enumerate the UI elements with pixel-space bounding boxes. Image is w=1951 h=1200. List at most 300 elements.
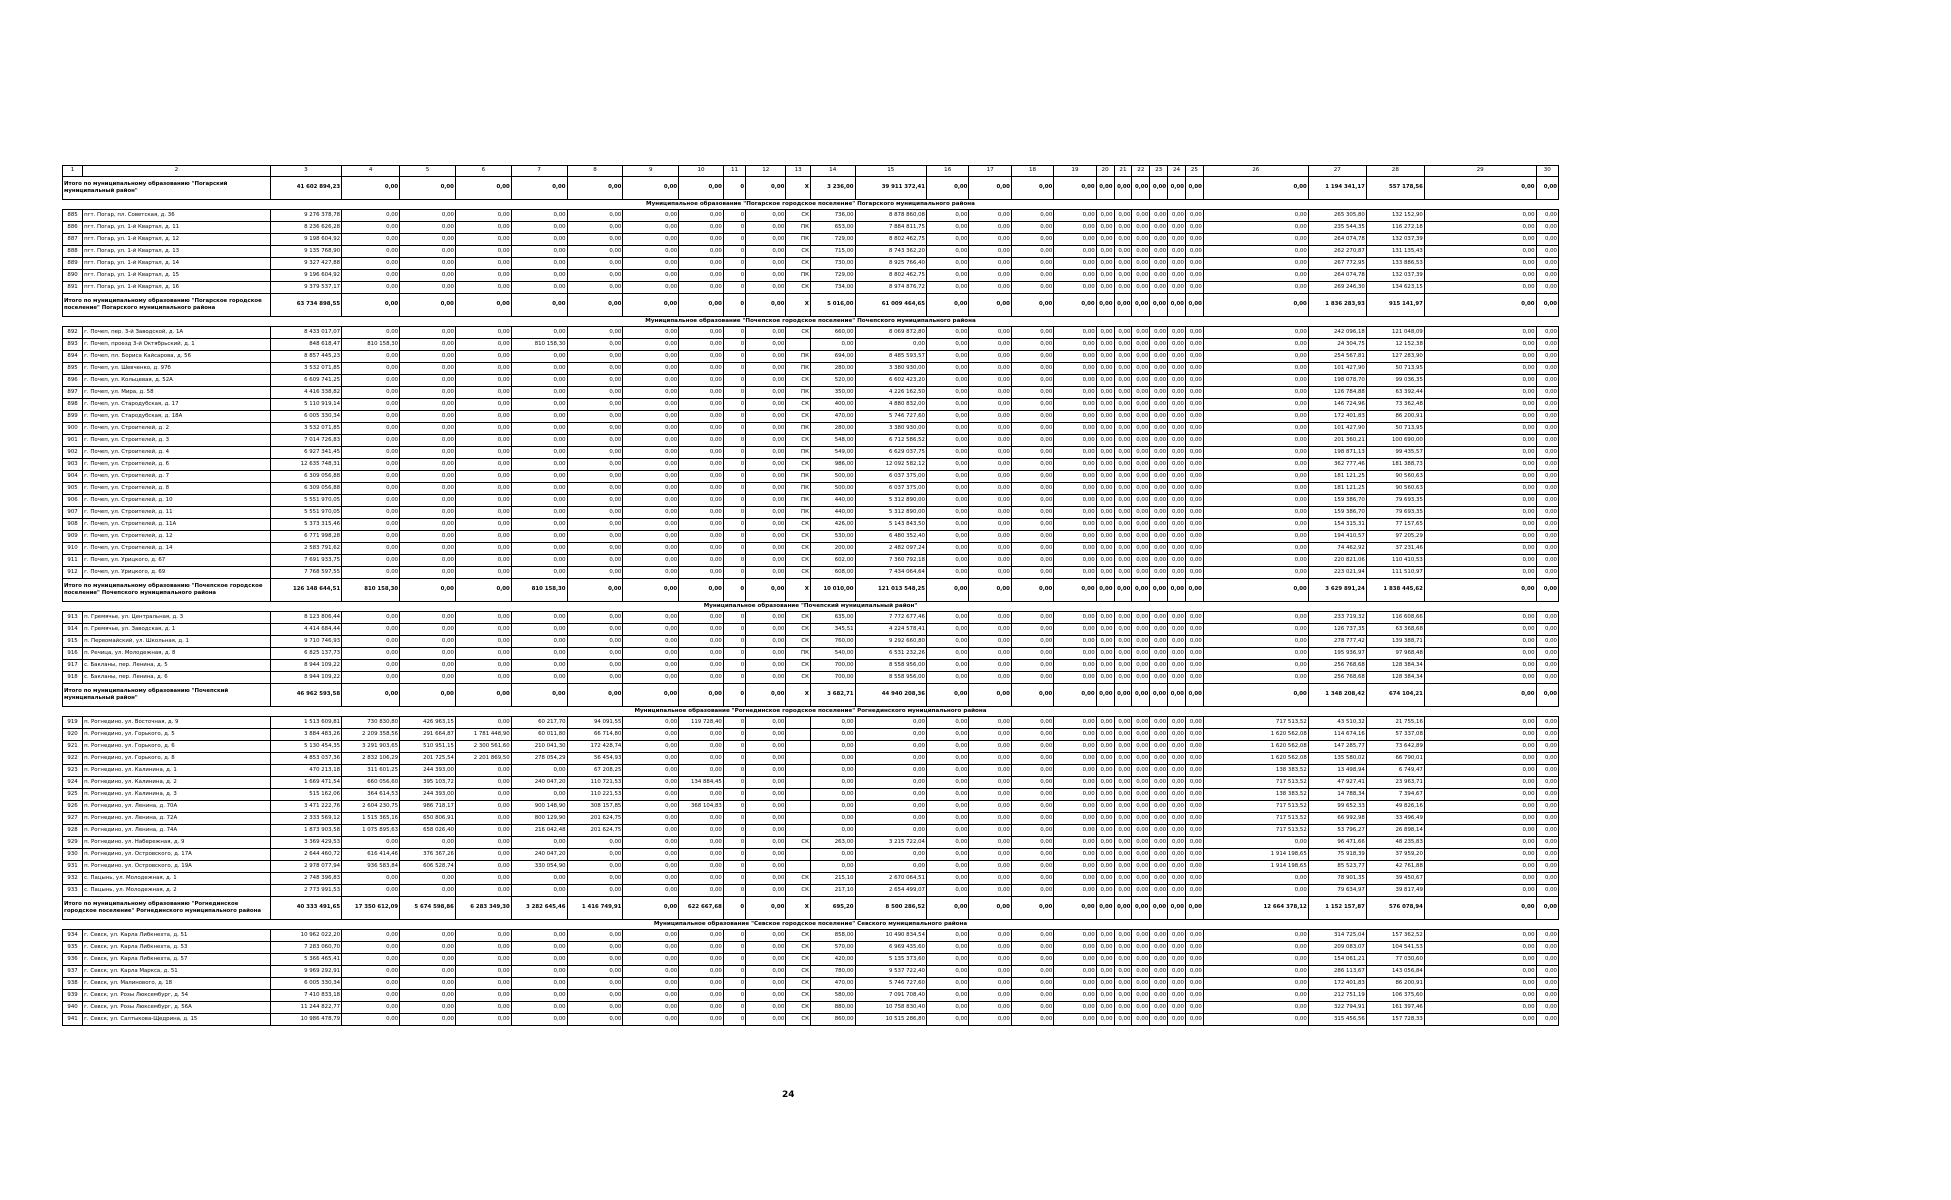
value-cell: 0,00 (1203, 258, 1308, 270)
value-cell: 85 523,77 (1308, 861, 1366, 873)
value-cell: 0,00 (679, 234, 724, 246)
value-cell: 0,00 (1203, 966, 1308, 978)
address-cell: пгт. Погар, ул. 1-й Квартал, д. 16 (83, 282, 271, 294)
value-cell: 0,00 (1150, 210, 1168, 222)
value-cell: 0,00 (927, 567, 969, 579)
value-cell: 0,00 (1150, 387, 1168, 399)
value-cell: 0 (723, 777, 745, 789)
value-cell: 0,00 (1096, 648, 1114, 660)
value-cell: 0,00 (400, 930, 456, 942)
value-cell: 0,00 (1185, 483, 1203, 495)
value-cell: 209 083,07 (1308, 942, 1366, 954)
value-cell: 0,00 (567, 636, 623, 648)
value-cell: 0,00 (623, 765, 679, 777)
subtotal-label: Итого по муниципальному образованию "Рогнединское городское поселение" Рогнединского муниципального района (63, 897, 271, 920)
value-cell: 1 669 471,54 (270, 777, 341, 789)
address-cell: г. Почеп, ул. Урицкого, д. 69 (83, 567, 271, 579)
value-cell: 0,00 (1150, 531, 1168, 543)
value-cell: 0,00 (455, 495, 511, 507)
value-cell: 264 074,78 (1308, 270, 1366, 282)
value-cell: 0,00 (400, 495, 456, 507)
value-cell: 4 853 037,36 (270, 753, 341, 765)
table-row (63, 411, 1559, 423)
address-cell: г. Почеп, ул. Строителей, д. 7 (83, 471, 271, 483)
value-cell: 0,00 (969, 753, 1011, 765)
subtotal-cell: 0,00 (1536, 897, 1558, 920)
row-number: 891 (63, 282, 83, 294)
row-number: 892 (63, 327, 83, 339)
value-cell: 0,00 (1150, 399, 1168, 411)
value-cell: 0,00 (1114, 507, 1132, 519)
value-cell: 0,00 (746, 435, 786, 447)
column-number-row (63, 166, 1559, 177)
value-cell: 0,00 (1536, 399, 1558, 411)
subtotal-cell: 0,00 (1203, 579, 1308, 602)
subtotal-cell: 0,00 (342, 294, 400, 317)
value-cell: 0 (723, 531, 745, 543)
table-row (63, 765, 1559, 777)
table-row (63, 483, 1559, 495)
value-cell: 0,00 (1011, 222, 1053, 234)
value-cell: 0,00 (567, 861, 623, 873)
value-cell: 0,00 (623, 483, 679, 495)
address-cell: г. Севск, ул. Розы Люксембург, д. 54 (83, 990, 271, 1002)
value-cell: 0,00 (1054, 495, 1096, 507)
value-cell: 0,00 (400, 555, 456, 567)
value-cell: 0,00 (679, 990, 724, 1002)
row-number: 897 (63, 387, 83, 399)
value-cell: 0,00 (927, 387, 969, 399)
subtotal-cell: 0,00 (1168, 579, 1186, 602)
value-cell: 0,00 (1011, 648, 1053, 660)
column-header: 20 (1096, 166, 1114, 177)
value-cell: 0,00 (679, 282, 724, 294)
value-cell: 0,00 (1096, 954, 1114, 966)
value-cell: 0,00 (511, 447, 567, 459)
value-cell: 198 078,70 (1308, 375, 1366, 387)
value-cell: 0,00 (1424, 717, 1536, 729)
value-cell: 520,00 (810, 375, 855, 387)
value-cell: СК (786, 990, 811, 1002)
value-cell: 0,00 (1168, 849, 1186, 861)
value-cell: 0,00 (400, 363, 456, 375)
value-cell: 0,00 (511, 672, 567, 684)
value-cell: 1 873 903,58 (270, 825, 341, 837)
value-cell: 0,00 (1424, 624, 1536, 636)
row-number: 936 (63, 954, 83, 966)
value-cell: 0,00 (455, 966, 511, 978)
value-cell: 0,00 (342, 873, 400, 885)
value-cell: 0,00 (1132, 1002, 1150, 1014)
value-cell: 0 (723, 471, 745, 483)
value-cell: 0,00 (810, 753, 855, 765)
value-cell: 4 224 578,41 (855, 624, 926, 636)
value-cell: 0,00 (746, 375, 786, 387)
subtotal-cell: 0,00 (1114, 897, 1132, 920)
value-cell: 0,00 (1054, 861, 1096, 873)
value-cell: 0,00 (1185, 234, 1203, 246)
value-cell: 0 (723, 459, 745, 471)
value-cell: СК (786, 954, 811, 966)
value-cell: ПК (786, 234, 811, 246)
value-cell: 0,00 (679, 729, 724, 741)
value-cell: 0,00 (623, 258, 679, 270)
value-cell: 264 074,78 (1308, 234, 1366, 246)
value-cell: 0,00 (1168, 873, 1186, 885)
subtotal-label: Итого по муниципальному образованию "Погарский муниципальный район" (63, 177, 271, 200)
value-cell: 0,00 (855, 717, 926, 729)
value-cell: 0,00 (1054, 411, 1096, 423)
value-cell: 0,00 (567, 282, 623, 294)
value-cell: 9 196 604,92 (270, 270, 341, 282)
value-cell: 0,00 (746, 636, 786, 648)
value-cell: 736,00 (810, 210, 855, 222)
value-cell: 5 746 727,60 (855, 411, 926, 423)
value-cell: 0,00 (511, 543, 567, 555)
value-cell: 0,00 (455, 555, 511, 567)
subtotal-cell: 1 348 208,42 (1308, 684, 1366, 707)
value-cell: 0,00 (1424, 375, 1536, 387)
value-cell: 0,00 (567, 363, 623, 375)
value-cell: 0,00 (567, 567, 623, 579)
value-cell: 0,00 (1168, 861, 1186, 873)
value-cell: 0,00 (1185, 495, 1203, 507)
value-cell: 0,00 (927, 222, 969, 234)
value-cell: 244 393,00 (400, 765, 456, 777)
value-cell (786, 753, 811, 765)
value-cell: 0,00 (1054, 327, 1096, 339)
value-cell: 0,00 (1203, 954, 1308, 966)
value-cell: 0,00 (1011, 375, 1053, 387)
value-cell: 6 712 586,52 (855, 435, 926, 447)
row-number: 890 (63, 270, 83, 282)
value-cell: 94 091,55 (567, 717, 623, 729)
value-cell: 0,00 (855, 741, 926, 753)
subtotal-row (63, 177, 1559, 200)
value-cell: 0,00 (1011, 837, 1053, 849)
subtotal-cell: X (786, 579, 811, 602)
value-cell: 0,00 (1096, 270, 1114, 282)
value-cell: 0,00 (746, 387, 786, 399)
subtotal-cell: 0,00 (969, 897, 1011, 920)
value-cell: 0,00 (1054, 447, 1096, 459)
value-cell: 200,00 (810, 543, 855, 555)
value-cell: ПК (786, 363, 811, 375)
value-cell: 0,00 (567, 978, 623, 990)
row-number: 917 (63, 660, 83, 672)
value-cell: 0,00 (1096, 282, 1114, 294)
value-cell: 0,00 (1536, 765, 1558, 777)
value-cell: 0,00 (679, 483, 724, 495)
value-cell: 322 794,91 (1308, 1002, 1366, 1014)
value-cell: 0,00 (927, 672, 969, 684)
value-cell: 0,00 (679, 270, 724, 282)
value-cell: 0,00 (1536, 729, 1558, 741)
value-cell: 0,00 (679, 753, 724, 765)
address-cell: п. Рогнедино, ул. Калинина, д. 3 (83, 789, 271, 801)
value-cell: 0,00 (455, 837, 511, 849)
value-cell: 0,00 (1150, 753, 1168, 765)
value-cell: 6 927 341,45 (270, 447, 341, 459)
value-cell: 0,00 (1096, 801, 1114, 813)
value-cell: 0,00 (1203, 624, 1308, 636)
value-cell: 0,00 (746, 447, 786, 459)
value-cell: 0,00 (1096, 660, 1114, 672)
address-cell: г. Севск, ул. Карла Маркса, д. 51 (83, 966, 271, 978)
value-cell: 0,00 (1168, 825, 1186, 837)
value-cell (786, 717, 811, 729)
value-cell: 0,00 (1132, 813, 1150, 825)
value-cell: 0,00 (1054, 1014, 1096, 1026)
subtotal-cell: 0,00 (1185, 294, 1203, 317)
subtotal-cell: 61 009 464,65 (855, 294, 926, 317)
address-cell: г. Почеп, ул. Стародубская, д. 18А (83, 411, 271, 423)
value-cell: 0,00 (1536, 753, 1558, 765)
value-cell: СК (786, 873, 811, 885)
row-number: 898 (63, 399, 83, 411)
table-row (63, 837, 1559, 849)
value-cell: 0,00 (1150, 411, 1168, 423)
value-cell: 0 (723, 648, 745, 660)
value-cell: 0,00 (855, 801, 926, 813)
subtotal-cell: 0,00 (1150, 177, 1168, 200)
value-cell: 0,00 (969, 978, 1011, 990)
value-cell: 0,00 (1424, 942, 1536, 954)
value-cell: 0,00 (511, 435, 567, 447)
value-cell: 0,00 (1114, 861, 1132, 873)
value-cell: 0,00 (400, 411, 456, 423)
subtotal-cell: 10 010,00 (810, 579, 855, 602)
table-row (63, 555, 1559, 567)
value-cell: 0,00 (1203, 363, 1308, 375)
value-cell: ПК (786, 423, 811, 435)
value-cell: 0,00 (455, 447, 511, 459)
value-cell: ПК (786, 483, 811, 495)
value-cell: 0,00 (567, 1002, 623, 1014)
value-cell: 0,00 (1096, 612, 1114, 624)
value-cell: 0,00 (1114, 282, 1132, 294)
value-cell: СК (786, 837, 811, 849)
value-cell: 0,00 (1185, 471, 1203, 483)
value-cell: 0,00 (927, 447, 969, 459)
value-cell: 0,00 (1185, 741, 1203, 753)
value-cell: 0,00 (511, 765, 567, 777)
value-cell: 10 986 478,79 (270, 1014, 341, 1026)
value-cell: 0 (723, 555, 745, 567)
value-cell: 0,00 (1150, 861, 1168, 873)
value-cell: 147 285,77 (1308, 741, 1366, 753)
value-cell: 0,00 (746, 885, 786, 897)
value-cell: 717 513,52 (1203, 825, 1308, 837)
value-cell: 0,00 (1132, 873, 1150, 885)
value-cell: 0,00 (1150, 672, 1168, 684)
value-cell: 0,00 (927, 1002, 969, 1014)
value-cell: 7 884 811,75 (855, 222, 926, 234)
value-cell: 0,00 (746, 507, 786, 519)
value-cell: 48 235,83 (1366, 837, 1424, 849)
value-cell: 0,00 (1096, 777, 1114, 789)
value-cell: 0,00 (1185, 459, 1203, 471)
value-cell: 6 005 330,34 (270, 978, 341, 990)
value-cell: 0,00 (1114, 459, 1132, 471)
value-cell: 0,00 (810, 801, 855, 813)
value-cell: 0,00 (455, 351, 511, 363)
value-cell: 0,00 (1185, 813, 1203, 825)
subtotal-cell: 0,00 (400, 684, 456, 707)
value-cell: 0,00 (1536, 411, 1558, 423)
column-header: 14 (810, 166, 855, 177)
value-cell: 0,00 (1185, 789, 1203, 801)
value-cell: 0,00 (1096, 447, 1114, 459)
value-cell: 0,00 (1054, 849, 1096, 861)
value-cell: 0,00 (623, 519, 679, 531)
value-cell: 0,00 (1168, 636, 1186, 648)
value-cell: 128 384,34 (1366, 672, 1424, 684)
value-cell: 0,00 (455, 672, 511, 684)
value-cell: 0,00 (1114, 234, 1132, 246)
value-cell: 138 383,52 (1203, 789, 1308, 801)
value-cell: 0,00 (1185, 849, 1203, 861)
value-cell: 0,00 (455, 648, 511, 660)
value-cell: 0,00 (342, 210, 400, 222)
value-cell: 0,00 (1054, 555, 1096, 567)
value-cell: 0,00 (927, 930, 969, 942)
value-cell: 0,00 (679, 942, 724, 954)
value-cell: 0,00 (1054, 825, 1096, 837)
address-cell: г. Севск, ул. Карла Либкнехта, д. 51 (83, 930, 271, 942)
value-cell: СК (786, 543, 811, 555)
value-cell: 0,00 (342, 387, 400, 399)
value-cell: 0,00 (1114, 339, 1132, 351)
value-cell: 0,00 (1054, 765, 1096, 777)
value-cell: 0,00 (1011, 861, 1053, 873)
value-cell: 515 162,06 (270, 789, 341, 801)
value-cell: 0,00 (511, 519, 567, 531)
value-cell: 0,00 (400, 519, 456, 531)
value-cell: 5 130 454,35 (270, 741, 341, 753)
value-cell: 0,00 (1168, 729, 1186, 741)
value-cell: 0,00 (342, 519, 400, 531)
subtotal-cell: 0 (723, 294, 745, 317)
value-cell: 0,00 (927, 282, 969, 294)
value-cell: 0,00 (927, 837, 969, 849)
value-cell: 0,00 (1168, 648, 1186, 660)
value-cell: 10 490 834,54 (855, 930, 926, 942)
value-cell: 658 026,40 (400, 825, 456, 837)
value-cell: 0,00 (969, 660, 1011, 672)
value-cell: 0,00 (455, 777, 511, 789)
column-header: 5 (400, 166, 456, 177)
value-cell: 0,00 (1424, 531, 1536, 543)
value-cell: 99 435,57 (1366, 447, 1424, 459)
row-number: 887 (63, 234, 83, 246)
value-cell: 0,00 (1150, 789, 1168, 801)
value-cell: 0,00 (1168, 885, 1186, 897)
value-cell: 0,00 (455, 1014, 511, 1026)
value-cell: 0,00 (1424, 234, 1536, 246)
value-cell: 0,00 (1114, 978, 1132, 990)
value-cell: 6 969 435,60 (855, 942, 926, 954)
subtotal-cell: 63 734 898,55 (270, 294, 341, 317)
value-cell: 0,00 (1424, 258, 1536, 270)
value-cell: 8 485 593,57 (855, 351, 926, 363)
value-cell: 0,00 (969, 258, 1011, 270)
value-cell: 0,00 (623, 363, 679, 375)
value-cell: 0,00 (623, 837, 679, 849)
value-cell: 0,00 (746, 753, 786, 765)
value-cell: 0,00 (1132, 339, 1150, 351)
value-cell: 0,00 (567, 930, 623, 942)
value-cell: 0,00 (511, 624, 567, 636)
value-cell: 0 (723, 717, 745, 729)
row-number: 923 (63, 765, 83, 777)
value-cell: 0,00 (1168, 624, 1186, 636)
section-header-row (63, 920, 1559, 930)
value-cell: 0,00 (1054, 258, 1096, 270)
row-number: 888 (63, 246, 83, 258)
value-cell: 0 (723, 990, 745, 1002)
value-cell: 0,00 (1054, 753, 1096, 765)
value-cell: 717 513,52 (1203, 801, 1308, 813)
value-cell: 0,00 (1096, 672, 1114, 684)
value-cell: 0,00 (567, 849, 623, 861)
subtotal-cell: 1 194 341,17 (1308, 177, 1366, 200)
value-cell: 0,00 (746, 624, 786, 636)
value-cell: 0,00 (1150, 825, 1168, 837)
value-cell: 0,00 (567, 459, 623, 471)
value-cell: 0,00 (1150, 930, 1168, 942)
value-cell: 77 157,65 (1366, 519, 1424, 531)
value-cell: 0,00 (1536, 519, 1558, 531)
value-cell: 0 (723, 885, 745, 897)
value-cell: 0,00 (455, 363, 511, 375)
value-cell: 0,00 (1011, 423, 1053, 435)
row-number: 921 (63, 741, 83, 753)
value-cell: 0,00 (679, 507, 724, 519)
value-cell: 0,00 (855, 765, 926, 777)
subtotal-label: Итого по муниципальному образованию "Почепское городское поселение" Почепского муниципального района (63, 579, 271, 602)
value-cell: 0,00 (927, 801, 969, 813)
value-cell: 0,00 (746, 555, 786, 567)
value-cell: 0,00 (567, 519, 623, 531)
value-cell: ПК (786, 471, 811, 483)
value-cell: 0,00 (1150, 978, 1168, 990)
value-cell: 0,00 (400, 270, 456, 282)
value-cell: 0,00 (1054, 567, 1096, 579)
value-cell: 0,00 (1096, 825, 1114, 837)
value-cell: 0,00 (511, 222, 567, 234)
row-number: 899 (63, 411, 83, 423)
value-cell: ПК (786, 270, 811, 282)
value-cell: 0,00 (810, 861, 855, 873)
value-cell: 810 158,30 (511, 339, 567, 351)
value-cell: 6 531 232,26 (855, 648, 926, 660)
subtotal-cell: 0,00 (1096, 897, 1114, 920)
value-cell: 0,00 (927, 624, 969, 636)
subtotal-row (63, 294, 1559, 317)
value-cell: 217,10 (810, 885, 855, 897)
value-cell: 0,00 (1185, 339, 1203, 351)
value-cell: 0,00 (455, 258, 511, 270)
column-header: 13 (786, 166, 811, 177)
value-cell: 0,00 (927, 495, 969, 507)
value-cell: 0,00 (1011, 210, 1053, 222)
value-cell: 0,00 (1054, 990, 1096, 1002)
value-cell: 0,00 (1536, 246, 1558, 258)
table-row (63, 387, 1559, 399)
subtotal-cell: 0,00 (511, 177, 567, 200)
value-cell: 0,00 (679, 567, 724, 579)
